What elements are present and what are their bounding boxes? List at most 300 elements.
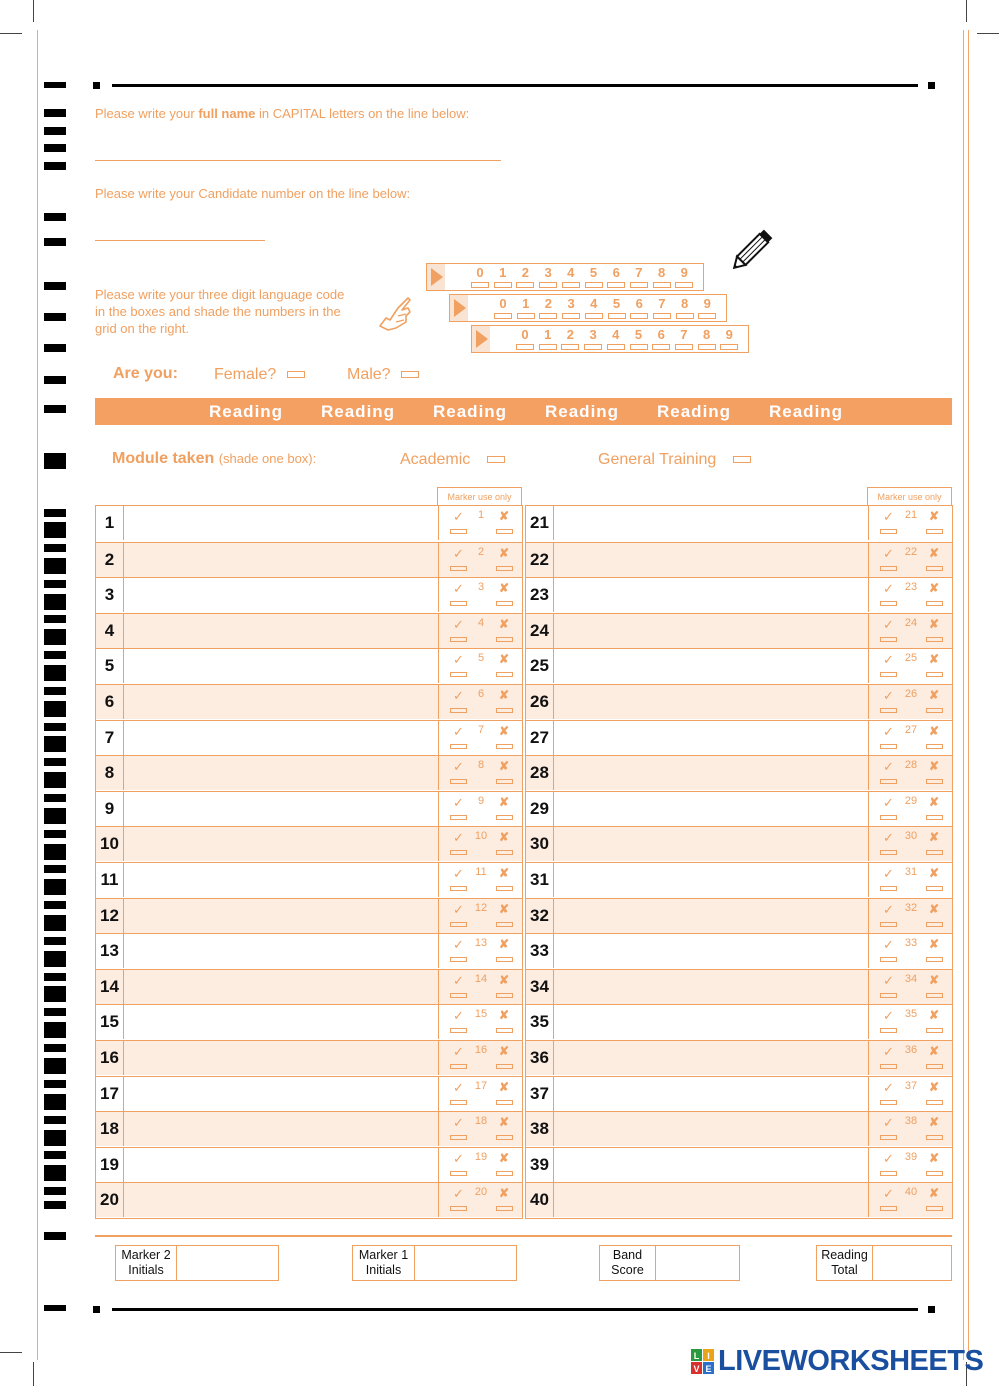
answer-field[interactable] bbox=[554, 1005, 868, 1039]
answer-field[interactable] bbox=[124, 578, 438, 612]
language-code-prompt-line: in the boxes and shade the numbers in the bbox=[95, 304, 341, 319]
language-digit-bubble[interactable] bbox=[720, 344, 738, 350]
incorrect-bubble[interactable] bbox=[926, 993, 943, 998]
question-number: 35 bbox=[526, 1005, 554, 1039]
timing-bar bbox=[44, 736, 66, 752]
language-digit: 3 bbox=[567, 296, 575, 311]
marker-question-number: 8 bbox=[477, 759, 485, 772]
question-number: 39 bbox=[526, 1148, 554, 1182]
correct-bubble[interactable] bbox=[880, 708, 897, 713]
answer-field[interactable] bbox=[124, 863, 438, 897]
correct-bubble[interactable] bbox=[450, 1028, 467, 1033]
incorrect-bubble[interactable] bbox=[926, 1100, 943, 1105]
check-mark-icon: ✓ bbox=[453, 1079, 464, 1095]
correct-bubble[interactable] bbox=[880, 779, 897, 784]
question-number: 26 bbox=[526, 685, 554, 719]
correct-bubble[interactable] bbox=[880, 957, 897, 962]
language-digit-bubble[interactable] bbox=[539, 282, 557, 288]
answer-field[interactable] bbox=[554, 827, 868, 861]
correct-bubble[interactable] bbox=[450, 1135, 467, 1140]
cross-mark-icon: ✘ bbox=[499, 581, 510, 596]
language-digit-bubble[interactable] bbox=[653, 313, 671, 319]
language-digit: 7 bbox=[658, 296, 666, 311]
check-mark-icon: ✓ bbox=[453, 509, 464, 524]
answer-field[interactable] bbox=[124, 649, 438, 683]
incorrect-bubble[interactable] bbox=[926, 1171, 943, 1176]
question-number: 34 bbox=[526, 970, 554, 1004]
incorrect-bubble[interactable] bbox=[496, 601, 513, 606]
language-code-row bbox=[471, 325, 749, 353]
incorrect-bubble[interactable] bbox=[496, 779, 513, 784]
incorrect-bubble[interactable] bbox=[496, 993, 513, 998]
language-digit-bubble[interactable] bbox=[562, 282, 580, 288]
timing-bar bbox=[44, 580, 66, 588]
answer-field[interactable] bbox=[124, 1077, 438, 1111]
answer-row bbox=[96, 755, 522, 790]
answer-field[interactable] bbox=[554, 970, 868, 1004]
answer-field[interactable] bbox=[124, 1148, 438, 1182]
incorrect-bubble[interactable] bbox=[496, 1171, 513, 1176]
answer-row bbox=[526, 933, 952, 968]
timing-bar bbox=[44, 1165, 66, 1181]
incorrect-bubble[interactable] bbox=[496, 850, 513, 855]
language-digit-bubble[interactable] bbox=[675, 344, 693, 350]
incorrect-bubble[interactable] bbox=[926, 850, 943, 855]
language-digit-bubble[interactable] bbox=[698, 344, 716, 350]
liveworksheets-logo-text: LIVEWORKSHEETS bbox=[718, 1345, 984, 1377]
incorrect-bubble[interactable] bbox=[496, 886, 513, 891]
correct-bubble[interactable] bbox=[880, 1206, 897, 1211]
question-number: 20 bbox=[96, 1183, 124, 1217]
correct-bubble[interactable] bbox=[880, 529, 897, 534]
timing-bar bbox=[44, 629, 66, 645]
cross-mark-icon: ✘ bbox=[929, 759, 940, 774]
answer-field[interactable] bbox=[554, 934, 868, 968]
language-code-entry-box[interactable] bbox=[450, 295, 468, 321]
question-number: 27 bbox=[526, 721, 554, 755]
answer-row bbox=[526, 1076, 952, 1111]
language-digit-bubble[interactable] bbox=[607, 282, 625, 288]
reading-total-box[interactable] bbox=[816, 1245, 952, 1281]
check-mark-icon: ✓ bbox=[883, 866, 894, 881]
correct-bubble[interactable] bbox=[450, 529, 467, 534]
marker-cell bbox=[438, 792, 522, 826]
answer-field[interactable] bbox=[554, 614, 868, 648]
answer-field[interactable] bbox=[124, 614, 438, 648]
timing-bar bbox=[44, 865, 66, 873]
marker-cell bbox=[868, 1005, 952, 1039]
incorrect-bubble[interactable] bbox=[926, 566, 943, 571]
marker-question-number: 9 bbox=[477, 794, 485, 807]
answer-row bbox=[96, 1111, 522, 1146]
answer-row bbox=[96, 791, 522, 826]
language-code-entry-box[interactable] bbox=[472, 326, 490, 352]
language-code-row bbox=[449, 294, 727, 322]
correct-bubble[interactable] bbox=[450, 1100, 467, 1105]
language-digit: 4 bbox=[567, 265, 575, 280]
pointing-hand-icon bbox=[374, 292, 418, 336]
language-digit: 6 bbox=[635, 296, 643, 311]
answer-field[interactable] bbox=[124, 506, 438, 540]
incorrect-bubble[interactable] bbox=[496, 672, 513, 677]
incorrect-bubble[interactable] bbox=[496, 566, 513, 571]
incorrect-bubble[interactable] bbox=[496, 922, 513, 927]
question-number: 21 bbox=[526, 506, 554, 540]
correct-bubble[interactable] bbox=[880, 886, 897, 891]
question-number: 38 bbox=[526, 1112, 554, 1146]
answer-row bbox=[96, 1040, 522, 1075]
check-mark-icon: ✓ bbox=[883, 581, 894, 597]
answer-row bbox=[526, 862, 952, 897]
academic-option[interactable] bbox=[400, 451, 505, 469]
language-digit-bubble[interactable] bbox=[608, 313, 626, 319]
answer-field[interactable] bbox=[554, 863, 868, 897]
correct-bubble[interactable] bbox=[450, 672, 467, 677]
answer-field[interactable] bbox=[124, 970, 438, 1004]
correct-bubble[interactable] bbox=[880, 922, 897, 927]
language-digit-bubble[interactable] bbox=[653, 282, 671, 288]
answer-row bbox=[526, 1004, 952, 1039]
answer-field[interactable] bbox=[124, 543, 438, 577]
question-number: 8 bbox=[96, 756, 124, 790]
question-number: 36 bbox=[526, 1041, 554, 1075]
incorrect-bubble[interactable] bbox=[496, 1206, 513, 1211]
marker-cell bbox=[868, 649, 952, 683]
language-digit-bubble[interactable] bbox=[562, 313, 580, 319]
correct-bubble[interactable] bbox=[880, 1064, 897, 1069]
correct-bubble[interactable] bbox=[450, 601, 467, 606]
answer-field[interactable] bbox=[554, 792, 868, 826]
incorrect-bubble[interactable] bbox=[926, 886, 943, 891]
language-digit-bubble[interactable] bbox=[630, 282, 648, 288]
language-digit-bubble[interactable] bbox=[675, 282, 693, 288]
incorrect-bubble[interactable] bbox=[926, 637, 943, 642]
answer-field[interactable] bbox=[554, 721, 868, 755]
female-checkbox[interactable] bbox=[287, 371, 305, 378]
answer-row bbox=[96, 826, 522, 861]
incorrect-bubble[interactable] bbox=[926, 744, 943, 749]
check-mark-icon: ✓ bbox=[453, 1186, 464, 1202]
marker-question-number: 22 bbox=[904, 545, 918, 558]
timing-bar bbox=[44, 1094, 66, 1110]
marker-cell bbox=[438, 543, 522, 577]
academic-checkbox[interactable] bbox=[487, 456, 505, 463]
cross-mark-icon: ✘ bbox=[929, 581, 940, 596]
male-checkbox[interactable] bbox=[401, 371, 419, 378]
language-digit: 9 bbox=[725, 327, 733, 342]
incorrect-bubble[interactable] bbox=[496, 1135, 513, 1140]
correct-bubble[interactable] bbox=[450, 886, 467, 891]
answer-field[interactable] bbox=[554, 506, 868, 540]
language-digit: 4 bbox=[612, 327, 620, 342]
timing-bar bbox=[44, 376, 66, 384]
language-digit-bubble[interactable] bbox=[561, 344, 579, 350]
question-number: 33 bbox=[526, 934, 554, 968]
incorrect-bubble[interactable] bbox=[926, 922, 943, 927]
marker-question-number: 3 bbox=[477, 581, 485, 594]
correct-bubble[interactable] bbox=[880, 1100, 897, 1105]
answer-field[interactable] bbox=[554, 1041, 868, 1075]
correct-bubble[interactable] bbox=[450, 708, 467, 713]
answer-field[interactable] bbox=[554, 578, 868, 612]
marker-cell bbox=[868, 1183, 952, 1217]
correct-bubble[interactable] bbox=[880, 1171, 897, 1176]
marker-cell bbox=[868, 827, 952, 861]
answer-field[interactable] bbox=[124, 1112, 438, 1146]
incorrect-bubble[interactable] bbox=[926, 601, 943, 606]
correct-bubble[interactable] bbox=[450, 637, 467, 642]
answer-field[interactable] bbox=[124, 756, 438, 790]
correct-bubble[interactable] bbox=[880, 850, 897, 855]
question-number: 31 bbox=[526, 863, 554, 897]
timing-bar bbox=[44, 830, 66, 838]
language-digit: 1 bbox=[522, 296, 530, 311]
marker-cell bbox=[438, 1112, 522, 1146]
margin-line bbox=[968, 30, 969, 1360]
language-digit-bubble[interactable] bbox=[494, 282, 512, 288]
answer-field[interactable] bbox=[124, 792, 438, 826]
language-digit-bubble[interactable] bbox=[516, 344, 534, 350]
female-option[interactable] bbox=[214, 366, 305, 384]
incorrect-bubble[interactable] bbox=[926, 1028, 943, 1033]
trim-mark bbox=[33, 0, 34, 22]
correct-bubble[interactable] bbox=[450, 850, 467, 855]
incorrect-bubble[interactable] bbox=[496, 708, 513, 713]
incorrect-bubble[interactable] bbox=[496, 637, 513, 642]
incorrect-bubble[interactable] bbox=[496, 529, 513, 534]
marker-question-number: 6 bbox=[477, 688, 485, 700]
question-number: 17 bbox=[96, 1077, 124, 1111]
incorrect-bubble[interactable] bbox=[926, 815, 943, 820]
full-name-line[interactable] bbox=[95, 160, 501, 161]
marker-question-number: 23 bbox=[904, 581, 918, 594]
marker-question-number: 32 bbox=[904, 901, 918, 914]
timing-bar bbox=[44, 951, 66, 967]
language-digit-bubble[interactable] bbox=[517, 313, 535, 319]
registration-dot bbox=[928, 82, 935, 89]
language-digit: 1 bbox=[499, 265, 507, 280]
label-line: Marker 2 bbox=[121, 1248, 171, 1262]
check-mark-icon: ✓ bbox=[883, 901, 894, 917]
answer-field[interactable] bbox=[554, 899, 868, 933]
answer-field[interactable] bbox=[554, 1148, 868, 1182]
male-option[interactable] bbox=[347, 366, 419, 384]
language-digit-bubble[interactable] bbox=[630, 344, 648, 350]
answer-field[interactable] bbox=[124, 827, 438, 861]
incorrect-bubble[interactable] bbox=[926, 1135, 943, 1140]
correct-bubble[interactable] bbox=[880, 1028, 897, 1033]
marker-question-number: 28 bbox=[904, 759, 918, 772]
correct-bubble[interactable] bbox=[880, 1135, 897, 1140]
label-line: Initials bbox=[365, 1263, 402, 1277]
language-digit-bubble[interactable] bbox=[698, 313, 716, 319]
answer-field[interactable] bbox=[124, 1041, 438, 1075]
correct-bubble[interactable] bbox=[450, 744, 467, 749]
check-mark-icon: ✓ bbox=[453, 652, 464, 668]
answer-field[interactable] bbox=[554, 543, 868, 577]
answer-field[interactable] bbox=[124, 1005, 438, 1039]
incorrect-bubble[interactable] bbox=[926, 708, 943, 713]
question-number: 7 bbox=[96, 721, 124, 755]
male-label: Male? bbox=[347, 366, 391, 383]
language-digit-bubble[interactable] bbox=[539, 313, 557, 319]
timing-bar bbox=[44, 144, 66, 152]
answer-field[interactable] bbox=[554, 1077, 868, 1111]
language-digit-bubble[interactable] bbox=[585, 282, 603, 288]
correct-bubble[interactable] bbox=[880, 601, 897, 606]
trim-mark bbox=[977, 33, 999, 34]
check-mark-icon: ✓ bbox=[883, 1044, 894, 1059]
answer-field[interactable] bbox=[554, 1183, 868, 1217]
cross-mark-icon: ✘ bbox=[929, 1186, 940, 1201]
language-digit: 8 bbox=[702, 327, 711, 342]
correct-bubble[interactable] bbox=[880, 815, 897, 820]
timing-bar bbox=[44, 1201, 66, 1209]
module-label bbox=[112, 450, 316, 468]
language-digit: 6 bbox=[657, 327, 665, 342]
correct-bubble[interactable] bbox=[450, 815, 467, 820]
cross-mark-icon: ✘ bbox=[929, 545, 940, 560]
incorrect-bubble[interactable] bbox=[926, 672, 943, 677]
language-code-entry-box[interactable] bbox=[427, 264, 445, 290]
answer-field[interactable] bbox=[554, 685, 868, 719]
cross-mark-icon: ✘ bbox=[499, 1150, 510, 1165]
marker-cell bbox=[868, 1077, 952, 1111]
incorrect-bubble[interactable] bbox=[496, 1100, 513, 1105]
marker-cell bbox=[868, 970, 952, 1004]
marker-cell bbox=[438, 649, 522, 683]
check-mark-icon: ✓ bbox=[883, 794, 894, 810]
correct-bubble[interactable] bbox=[450, 1064, 467, 1069]
answer-field[interactable] bbox=[124, 1183, 438, 1217]
candidate-number-line[interactable] bbox=[95, 240, 265, 241]
answer-table-left bbox=[95, 505, 523, 1219]
language-digit-bubble[interactable] bbox=[471, 282, 489, 288]
language-digit-bubble[interactable] bbox=[607, 344, 625, 350]
marker2-initials-box[interactable] bbox=[115, 1245, 279, 1281]
incorrect-bubble[interactable] bbox=[926, 957, 943, 962]
cross-mark-icon: ✘ bbox=[499, 1008, 510, 1023]
cross-mark-icon: ✘ bbox=[499, 830, 510, 845]
liveworksheets-logo-icon bbox=[691, 1349, 715, 1375]
correct-bubble[interactable] bbox=[450, 566, 467, 571]
margin-line bbox=[963, 30, 964, 1360]
band-score-box[interactable] bbox=[599, 1245, 740, 1281]
answer-row bbox=[96, 898, 522, 933]
language-digit-bubble[interactable] bbox=[539, 344, 557, 350]
marker1-initials-label bbox=[353, 1246, 415, 1280]
correct-bubble[interactable] bbox=[880, 993, 897, 998]
correct-bubble[interactable] bbox=[880, 637, 897, 642]
correct-bubble[interactable] bbox=[880, 672, 897, 677]
check-mark-icon: ✓ bbox=[883, 688, 894, 703]
answer-field[interactable] bbox=[124, 899, 438, 933]
language-digit-bubble[interactable] bbox=[516, 282, 534, 288]
answer-field[interactable] bbox=[554, 1112, 868, 1146]
answer-field[interactable] bbox=[124, 685, 438, 719]
answer-row bbox=[96, 684, 522, 719]
marker-cell bbox=[868, 506, 952, 540]
check-mark-icon: ✓ bbox=[453, 759, 464, 775]
correct-bubble[interactable] bbox=[450, 779, 467, 784]
answer-row bbox=[96, 1147, 522, 1182]
incorrect-bubble[interactable] bbox=[496, 957, 513, 962]
language-digit-bubble[interactable] bbox=[494, 313, 512, 319]
incorrect-bubble[interactable] bbox=[926, 779, 943, 784]
language-digit: 4 bbox=[590, 296, 598, 311]
question-number: 5 bbox=[96, 649, 124, 683]
correct-bubble[interactable] bbox=[450, 957, 467, 962]
marker-cell bbox=[868, 792, 952, 826]
answer-row bbox=[96, 506, 522, 541]
label-line: Marker 1 bbox=[358, 1248, 409, 1262]
general-training-checkbox[interactable] bbox=[733, 456, 751, 463]
correct-bubble[interactable] bbox=[450, 1206, 467, 1211]
language-digit: 7 bbox=[680, 327, 688, 342]
answer-field[interactable] bbox=[124, 721, 438, 755]
general-training-option[interactable] bbox=[598, 451, 751, 469]
timing-bar bbox=[44, 522, 66, 538]
logo-icon-letter: I bbox=[707, 1351, 710, 1361]
correct-bubble[interactable] bbox=[450, 993, 467, 998]
question-number: 1 bbox=[96, 506, 124, 540]
timing-bar bbox=[44, 879, 66, 895]
timing-bar bbox=[44, 665, 66, 681]
correct-bubble[interactable] bbox=[880, 566, 897, 571]
correct-bubble[interactable] bbox=[450, 922, 467, 927]
answer-row bbox=[96, 933, 522, 968]
language-digit-bubble[interactable] bbox=[652, 344, 670, 350]
marker-cell bbox=[438, 1005, 522, 1039]
language-digit-bubble[interactable] bbox=[676, 313, 694, 319]
question-number: 9 bbox=[96, 792, 124, 826]
question-number: 15 bbox=[96, 1005, 124, 1039]
answer-field[interactable] bbox=[554, 756, 868, 790]
marker-cell bbox=[438, 721, 522, 755]
language-digit: 1 bbox=[544, 327, 552, 342]
timing-bar bbox=[44, 1044, 66, 1052]
timing-bar bbox=[44, 758, 66, 766]
incorrect-bubble[interactable] bbox=[926, 1206, 943, 1211]
incorrect-bubble[interactable] bbox=[926, 1064, 943, 1069]
answer-field[interactable] bbox=[554, 649, 868, 683]
incorrect-bubble[interactable] bbox=[496, 1028, 513, 1033]
timing-bar bbox=[44, 723, 66, 731]
band-label: Reading bbox=[433, 402, 508, 421]
incorrect-bubble[interactable] bbox=[496, 1064, 513, 1069]
language-digit-bubble[interactable] bbox=[630, 313, 648, 319]
incorrect-bubble[interactable] bbox=[496, 744, 513, 749]
timing-bar bbox=[44, 1305, 66, 1311]
incorrect-bubble[interactable] bbox=[496, 815, 513, 820]
answer-row bbox=[96, 862, 522, 897]
language-digit-bubble[interactable] bbox=[584, 344, 602, 350]
label-line: Band bbox=[612, 1248, 643, 1262]
incorrect-bubble[interactable] bbox=[926, 529, 943, 534]
correct-bubble[interactable] bbox=[880, 744, 897, 749]
band-label: Reading bbox=[209, 402, 284, 421]
trim-mark bbox=[966, 0, 967, 22]
marker-question-number: 24 bbox=[904, 616, 918, 629]
marker-question-number: 25 bbox=[904, 652, 918, 665]
answer-field[interactable] bbox=[124, 934, 438, 968]
marker-question-number: 12 bbox=[474, 901, 488, 914]
timing-bar bbox=[44, 651, 66, 659]
correct-bubble[interactable] bbox=[450, 1171, 467, 1176]
marker1-initials-box[interactable] bbox=[352, 1245, 517, 1281]
language-digit-bubble[interactable] bbox=[585, 313, 603, 319]
reading-total-label bbox=[817, 1246, 873, 1280]
